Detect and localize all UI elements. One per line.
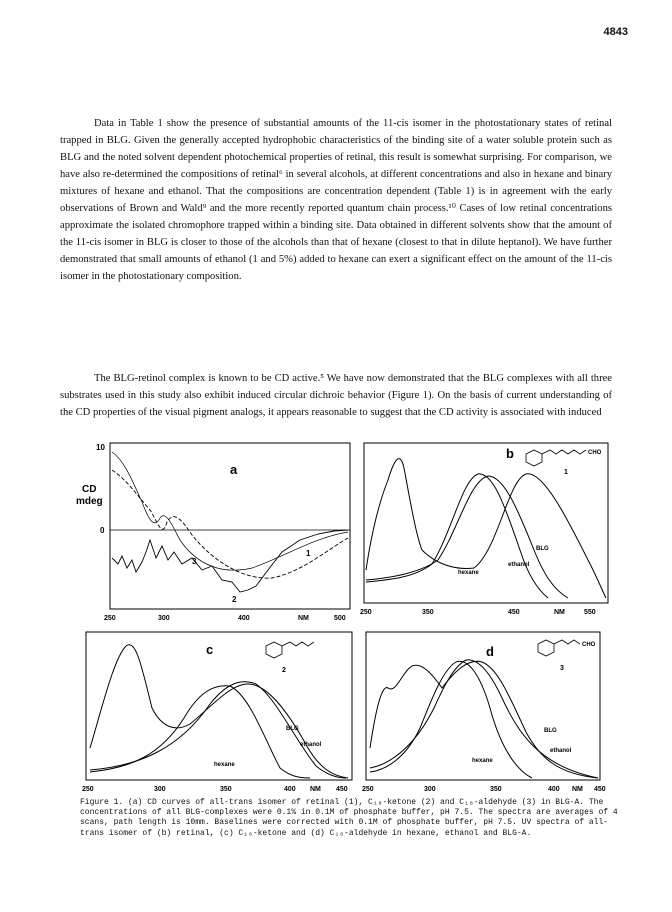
xtick: 500 [334,615,346,622]
xtick: 550 [584,609,596,616]
xtick-unit: NM [310,786,321,793]
xtick: 250 [82,786,94,793]
xtick: 450 [594,786,606,793]
label-blg: BLG [544,728,557,734]
paragraph-results: Data in Table 1 show the presence of substantial amounts of the 11-cis isomer in the photostationary states of retinal trapped in BLG. Given the generally accepted hydrophobic characteristics of the binding site of a water soluble protein such as BLG and the noted solvent dependent photochemical properties of retinal, this result is somewhat surprising. For comparison, we have also re-determined the compositions of retinal⁶ in several alcohols, at different concentrations and also in hexane and binary mixtures of hexane and ethanol. That the compositions are concentration dependent (Table 1) is in agreement with the early observations of Brown and Wald⁹ and the more recently reported quantum chain process.¹⁰ Cases of low retinal concentrations approximate the isolated chromophore trapped within a binding site. Data obtained in different solvents show that the amount of the 11-cis isomer in BLG is closer to those of the alcohols than that of hexane (closest to that in dilute heptanol). We have further demonstrated that small amounts of ethanol (1 and 5%) added to hexane can exert a significant effect on the amount of the 11-cis isomer in the photostationary composition. [60,118,612,282]
panel-letter-b: b [506,446,514,461]
uv-curve-hexane [370,661,532,778]
curve-label-3: 3 [192,557,197,566]
figure-caption: Figure 1. (a) CD curves of all-trans isomer of retinal (1), C₁₈-ketone (2) and C₁₈-aldehyde (3) in BLG-A. The concentrations of all BLG-complexes were 0.1% in 0.1M of phosphate buffer, pH 7.5. The spectra are averages of 4 scans, path length is 10mm. Baselines were corrected with 0.1M of phosphate buffer, pH 7.5. UV spectra of all-trans isomer of (b) retinal, (c) C₁₈-ketone and (d) C₁₆-aldehyde in hexane, ethanol and BLG-A. [80,798,618,838]
panel-letter-a: a [230,462,238,477]
xtick: 350 [490,786,502,793]
xtick: 350 [220,786,232,793]
retinal-structure-icon [526,450,586,466]
y-axis-label-mdeg: mdeg [76,496,103,507]
curve-label-1: 1 [306,549,311,558]
xtick: 300 [424,786,436,793]
compound-number: 3 [560,665,564,672]
xtick-unit: NM [298,615,309,622]
panel-d [362,628,614,796]
y-axis-label-cd: CD [82,484,97,495]
label-blg: BLG [286,726,299,732]
label-hexane: hexane [458,570,479,576]
xtick: 300 [158,615,170,622]
xtick: 400 [548,786,560,793]
ketone-structure-icon [266,642,314,658]
xtick: 250 [362,786,374,793]
label-hexane: hexane [472,758,493,764]
uv-curve-hexane [366,474,548,598]
panel-letter-c: c [206,642,214,657]
ytick-zero: 0 [100,526,105,535]
uv-curve-ethanol [366,476,568,598]
label-ethanol: ethanol [550,748,572,754]
xtick: 350 [422,609,434,616]
compound-label: CHO [582,642,596,648]
xtick: 450 [508,609,520,616]
uv-curve-blg [90,645,348,778]
panel-b [358,440,614,625]
xtick-unit: NM [554,609,565,616]
curve-label-2: 2 [232,595,237,604]
panel-a [72,440,358,625]
label-ethanol: ethanol [508,562,530,568]
xtick: 250 [360,609,372,616]
label-ethanol: ethanol [300,742,322,748]
xtick: 400 [238,615,250,622]
aldehyde-structure-icon [538,640,580,656]
uv-curve-hexane [90,686,310,778]
xtick: 400 [284,786,296,793]
xtick-unit: NM [572,786,583,793]
paragraph-cd: The BLG-retinol complex is known to be CD active.⁵ We have now demonstrated that the BLG complexes with all three substrates used in this study also exhibit induced circular dichroic behavior (Figure 1). On the basis of current understanding of the CD properties of the visual pigment analogs, it appears reasonable to suggest that the CD activity is associated with induced [60,373,612,418]
ytick-top: 10 [96,443,105,452]
cd-curve-1 [112,470,348,578]
xtick: 250 [104,615,116,622]
label-hexane: hexane [214,762,235,768]
panel-letter-d: d [486,644,494,659]
compound-number: 2 [282,667,286,674]
xtick: 450 [336,786,348,793]
panel-c [80,628,360,796]
compound-number: 1 [564,469,568,476]
xtick: 300 [154,786,166,793]
label-blg: BLG [536,546,549,552]
page-number: 4843 [603,26,628,38]
compound-label: CHO [588,450,602,456]
